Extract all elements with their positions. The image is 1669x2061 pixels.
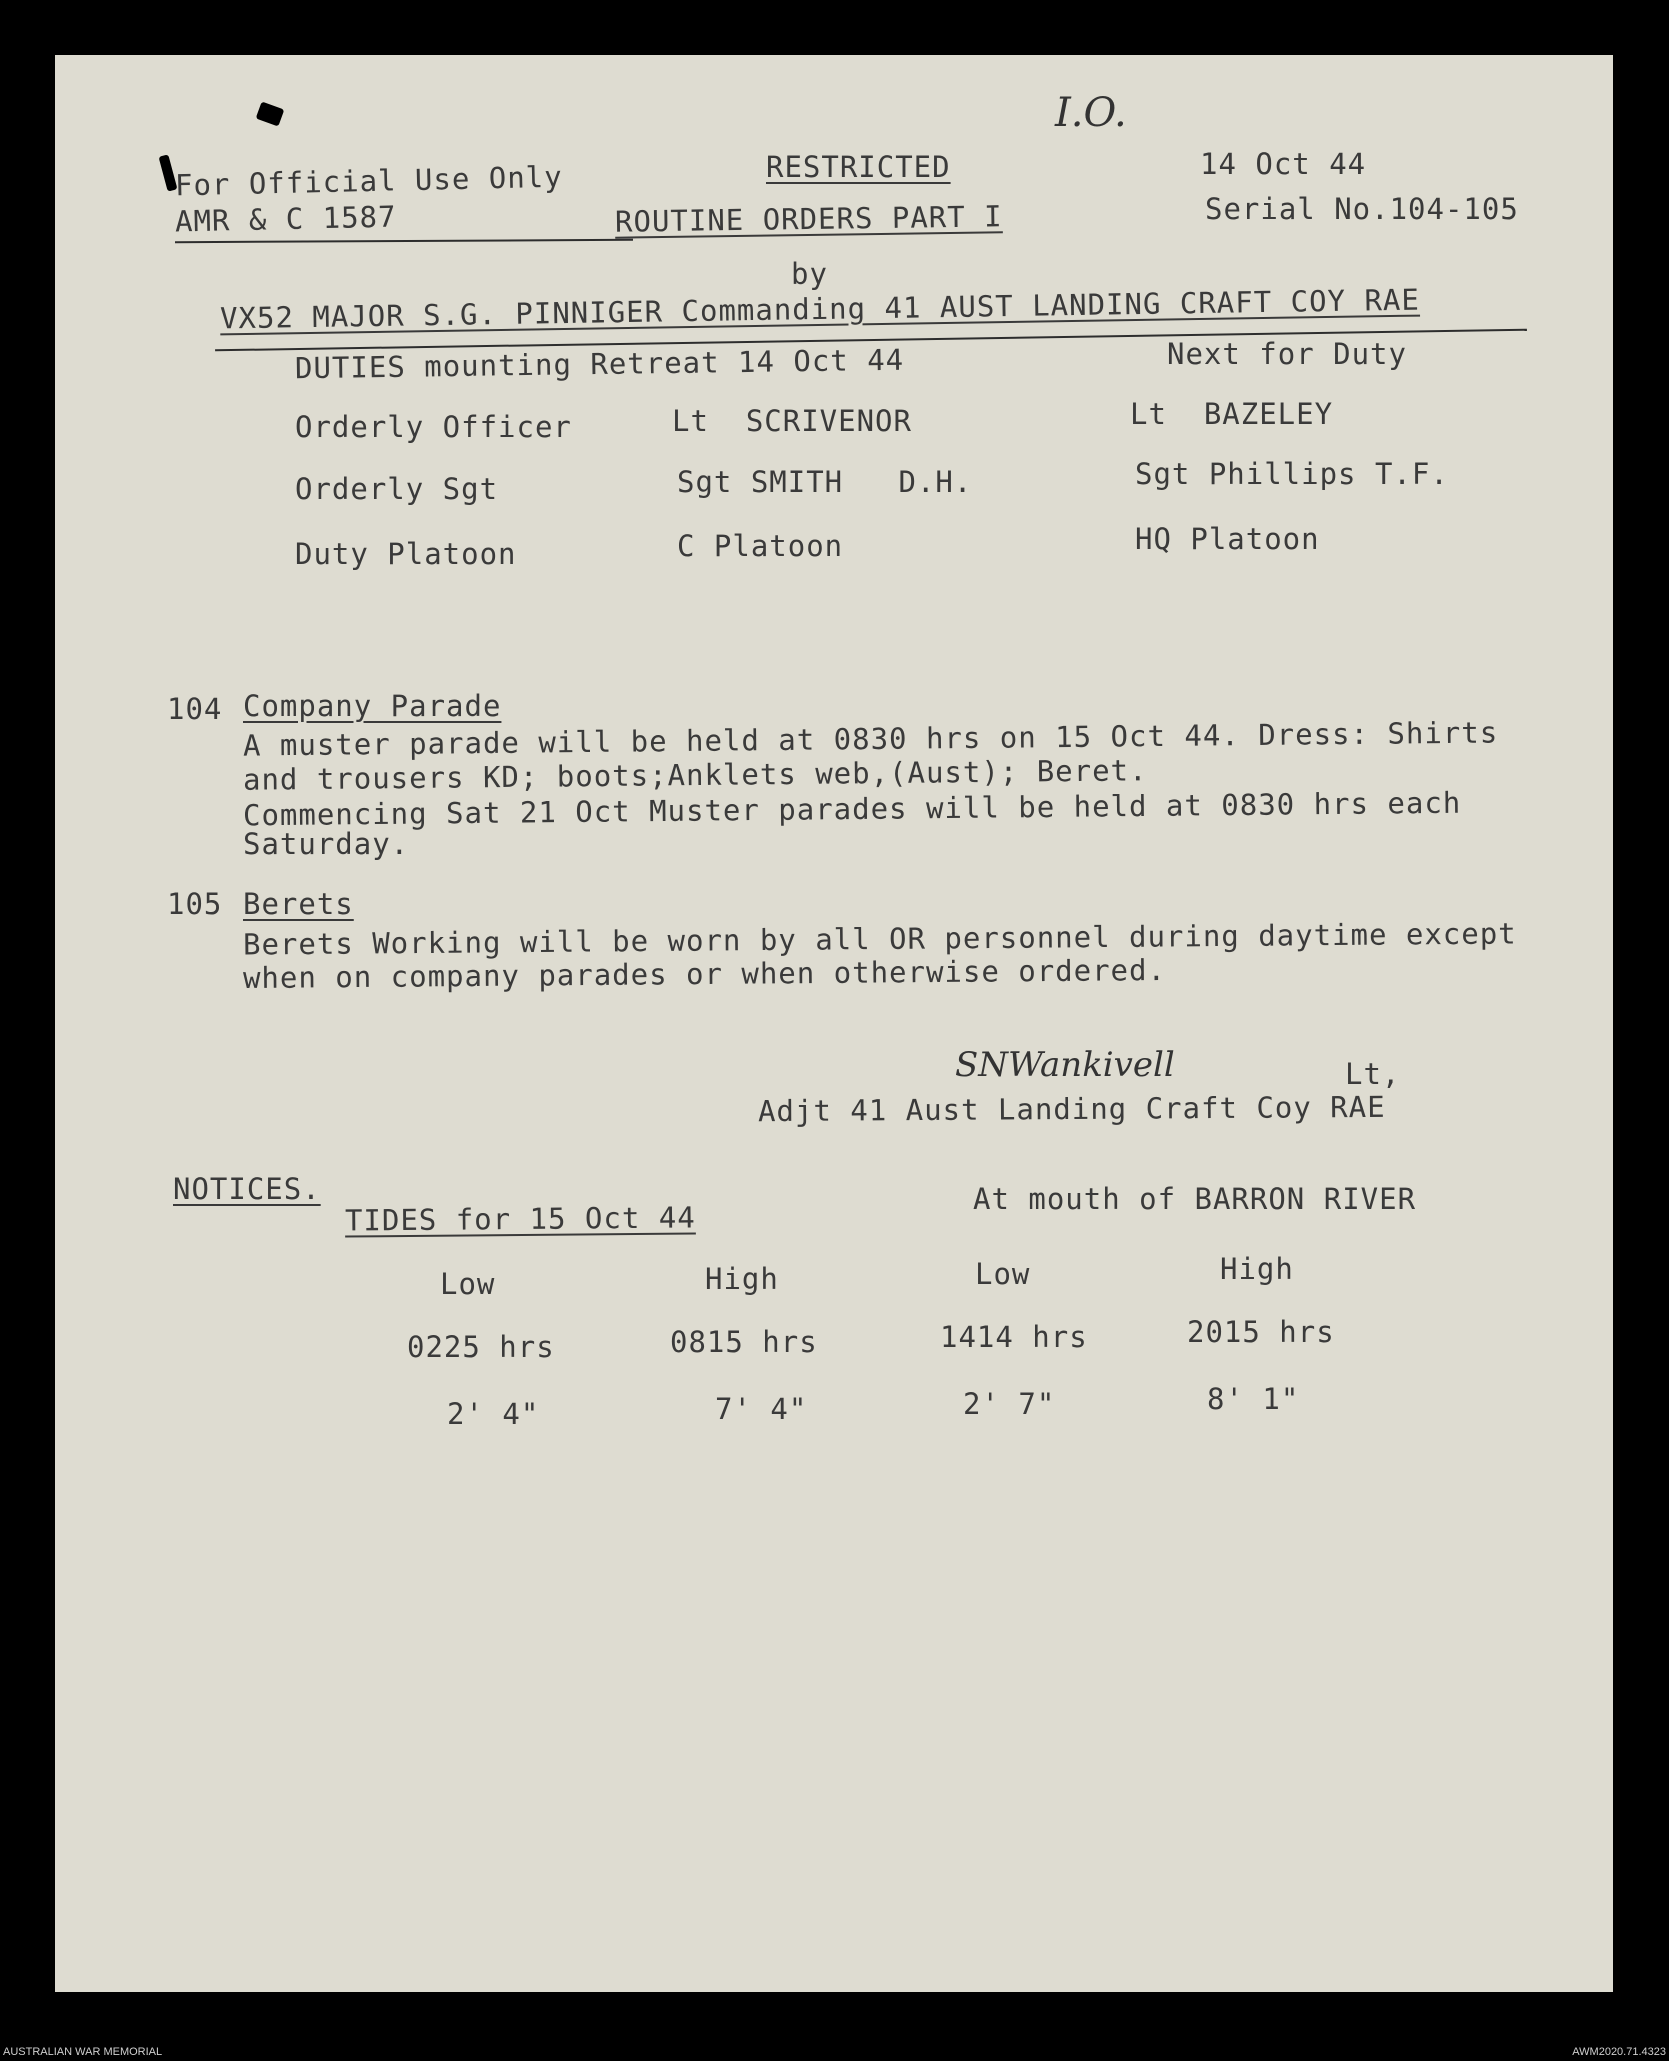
reference-number: AMR & C 1587: [174, 199, 397, 239]
duty-current: Lt SCRIVENOR: [672, 404, 912, 438]
duty-next: Lt BAZELEY: [1130, 397, 1334, 431]
tide-type: Low: [975, 1257, 1031, 1291]
tide-type: High: [705, 1262, 779, 1296]
official-use-label: For Official Use Only: [174, 159, 563, 203]
duty-name: Orderly Sgt: [295, 472, 499, 506]
order-title: Berets: [243, 887, 354, 921]
tide-time: 1414 hrs: [940, 1320, 1088, 1354]
duty-current: Sgt SMITH D.H.: [677, 465, 973, 499]
footer-accession: AWM2020.71.4323: [1572, 2046, 1666, 2058]
order-title: Company Parade: [243, 689, 502, 723]
tide-height: 2' 4": [447, 1397, 540, 1431]
order-line: A muster parade will be held at 0830 hrs on 15 Oct 44. Dress: Shirts: [242, 715, 1499, 763]
document-title: ROUTINE ORDERS PART I: [614, 199, 1003, 239]
tide-height: 8' 1": [1207, 1382, 1300, 1416]
signature-position: Adjt 41 Aust Landing Craft Coy RAE: [757, 1089, 1386, 1129]
duties-heading: DUTIES mounting Retreat 14 Oct 44: [294, 342, 905, 386]
order-line: Saturday.: [243, 827, 410, 861]
signature-rank: Lt,: [1345, 1057, 1401, 1091]
order-line: and trousers KD; boots;Anklets web,(Aust); Beret.: [242, 753, 1148, 797]
staple-hole: [256, 101, 285, 126]
tides-heading: TIDES for 15 Oct 44: [344, 1200, 696, 1238]
order-line: Berets Working will be worn by all OR personnel during daytime except: [242, 916, 1517, 962]
duty-next: Sgt Phillips T.F.: [1135, 457, 1449, 491]
duty-current: C Platoon: [677, 529, 844, 563]
next-for-duty-heading: Next for Duty: [1167, 337, 1407, 371]
duty-name: Orderly Officer: [295, 410, 572, 444]
tide-height: 7' 4": [715, 1392, 808, 1426]
tide-time: 0225 hrs: [407, 1330, 555, 1364]
document-date: 14 Oct 44: [1200, 147, 1367, 181]
commander-line: VX52 MAJOR S.G. PINNIGER Commanding 41 AUST LANDING CRAFT COY RAE: [219, 282, 1421, 336]
reference-underline: [175, 239, 633, 243]
footer-source: AUSTRALIAN WAR MEMORIAL: [3, 2046, 163, 2058]
handwritten-signature: SNWankivell: [955, 1045, 1175, 1085]
order-line: when on company parades or when otherwise ordered.: [242, 952, 1167, 996]
tide-time: 2015 hrs: [1187, 1315, 1335, 1349]
order-number: 105: [167, 887, 223, 921]
serial-number: Serial No.104-105: [1205, 192, 1519, 226]
order-number: 104: [167, 692, 223, 726]
order-line: Commencing Sat 21 Oct Muster parades will be held at 0830 hrs each: [242, 785, 1462, 833]
document-page: [55, 55, 1613, 1992]
by-label: by: [791, 257, 828, 291]
tide-time: 0815 hrs: [670, 1325, 818, 1359]
tide-height: 2' 7": [963, 1387, 1056, 1421]
classification: RESTRICTED: [766, 150, 951, 184]
handwritten-initials: I.O.: [1055, 90, 1127, 136]
tides-location: At mouth of BARRON RIVER: [973, 1182, 1417, 1216]
duty-next: HQ Platoon: [1135, 522, 1320, 556]
tide-type: High: [1220, 1252, 1294, 1286]
notices-heading: NOTICES.: [173, 1172, 321, 1206]
tide-type: Low: [440, 1267, 496, 1301]
duty-name: Duty Platoon: [295, 537, 517, 571]
